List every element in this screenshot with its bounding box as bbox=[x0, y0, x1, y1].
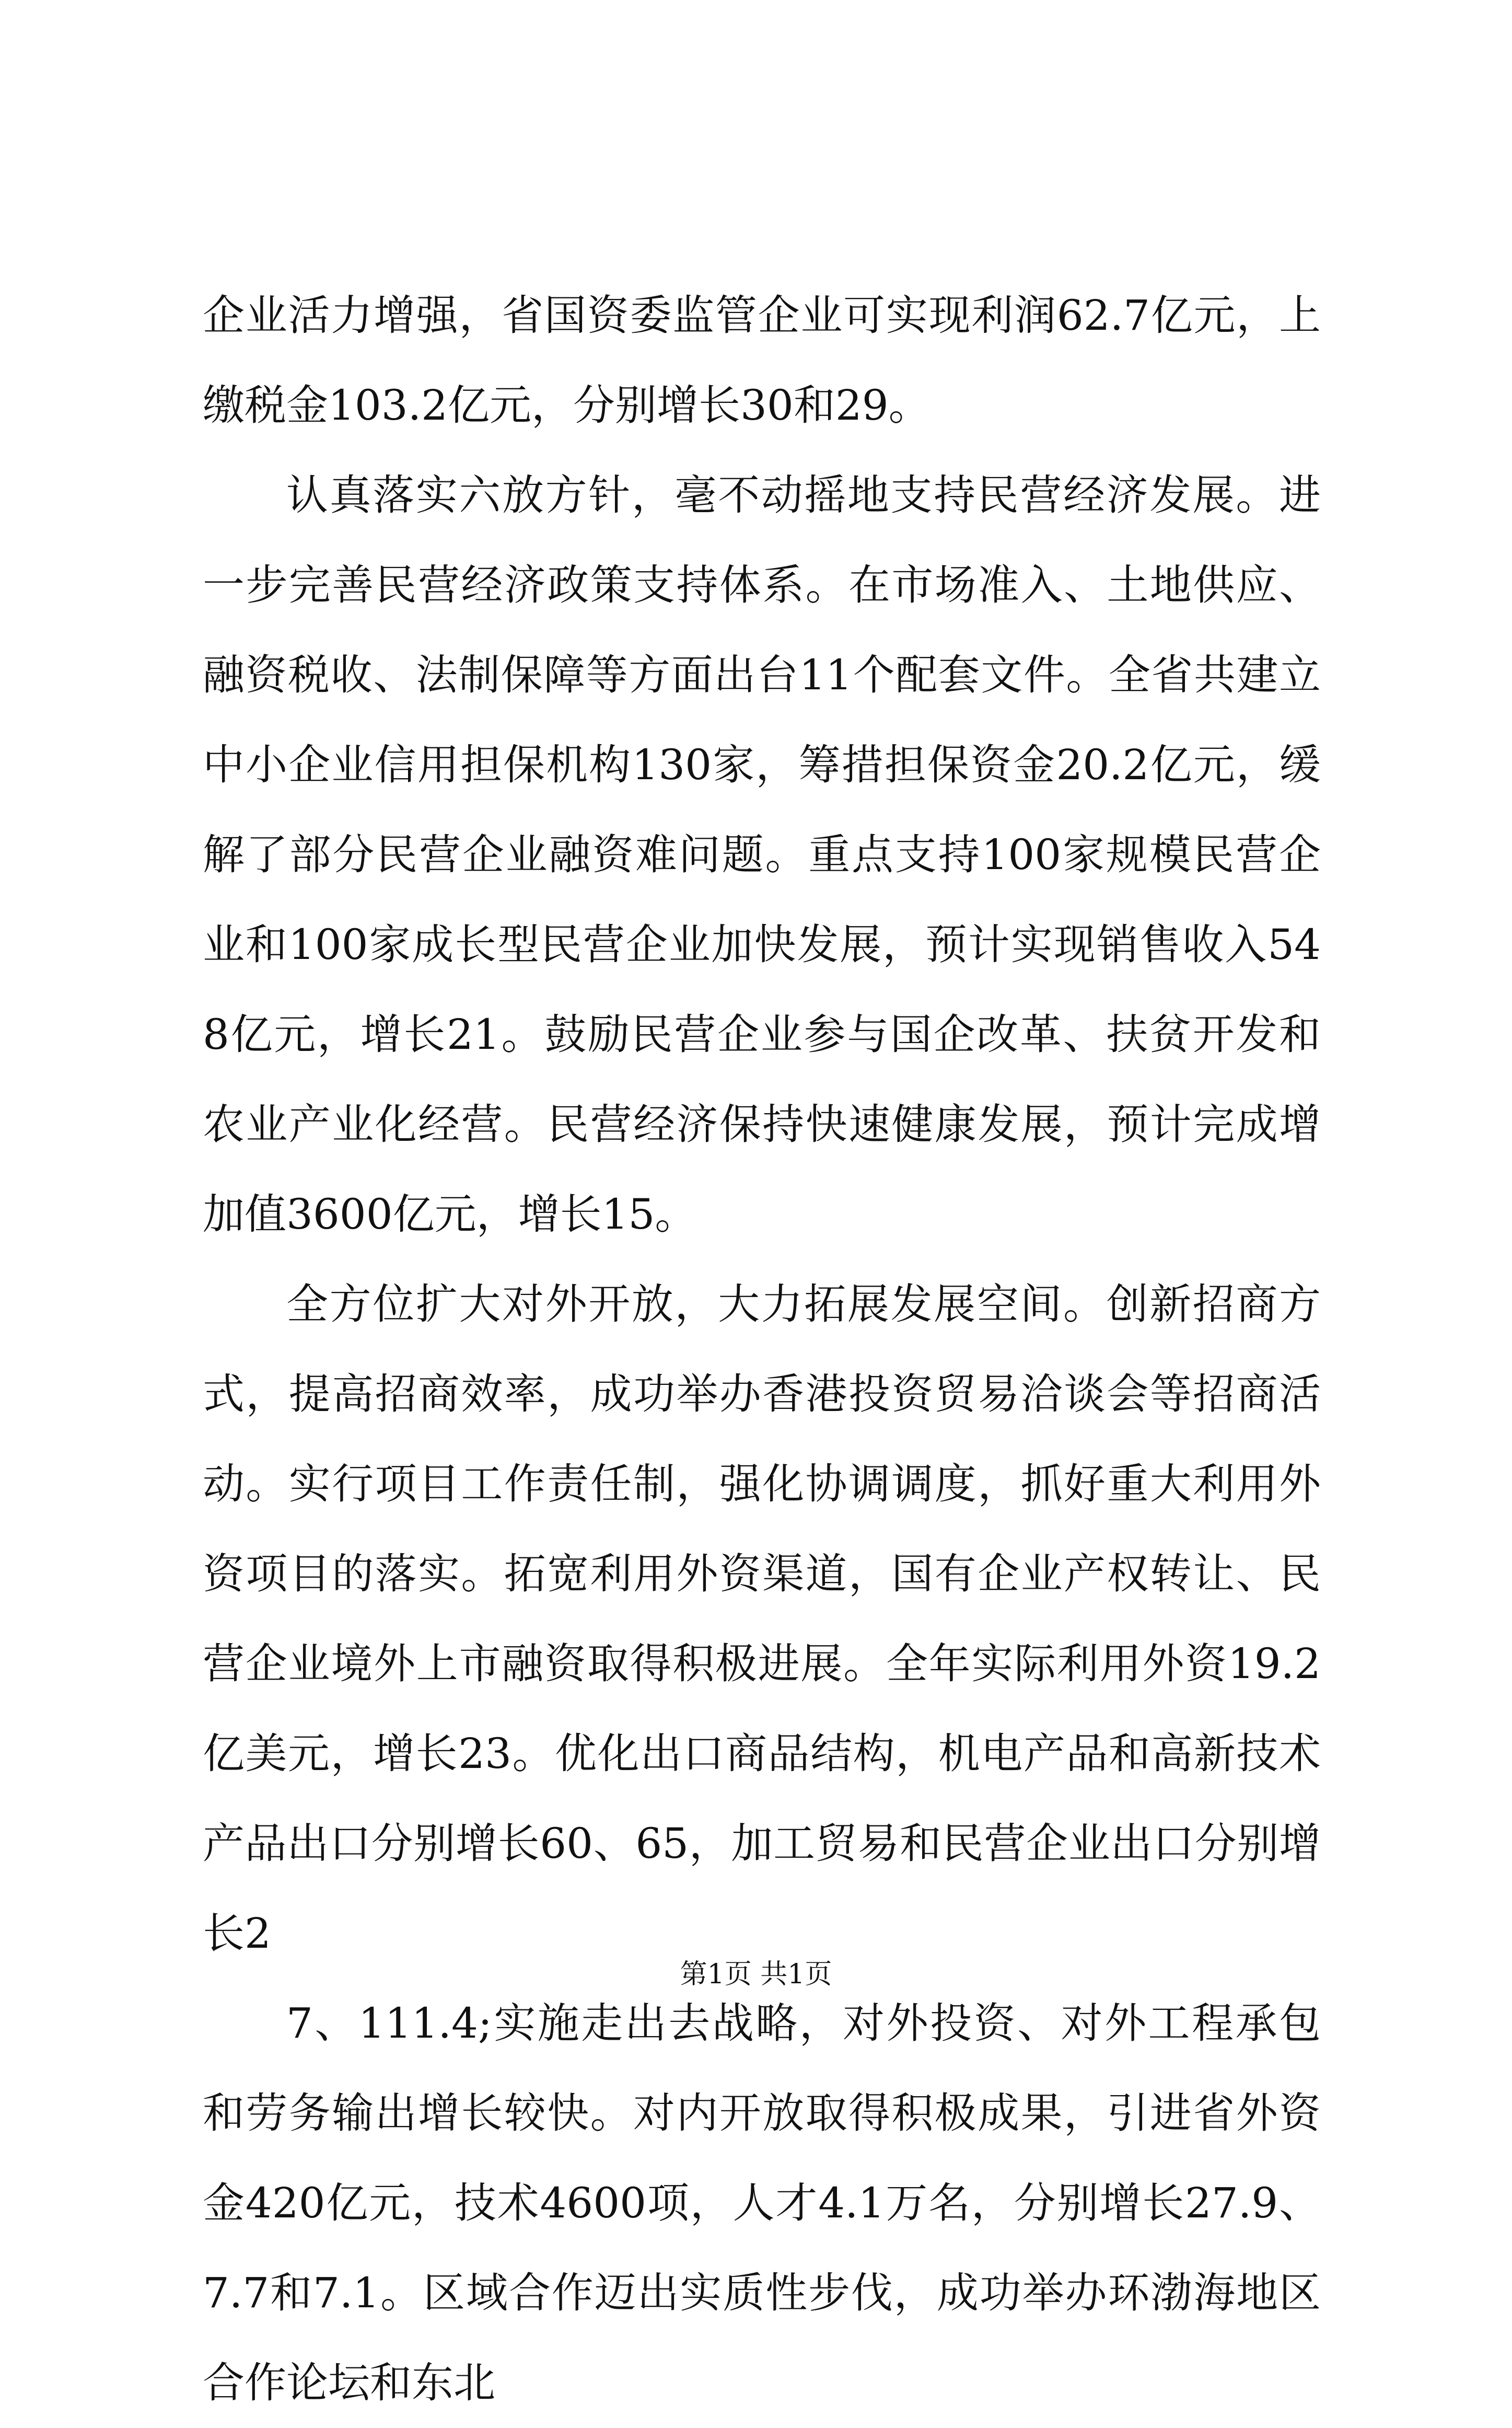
paragraph-4: 7、111.4;实施走出去战略，对外投资、对外工程承包和劳务输出增长较快。对内开放取得积极成果，引进省外资金420亿元，技术4600项，人才4.1万名，分别增长27.9、7.7和7.1。区域合作迈出实质性步伐，成功举办环渤海地区合作论坛和东北 bbox=[203, 1999, 1321, 2407]
page-number-footer: 第1页 共1页 bbox=[680, 1959, 832, 1990]
paragraph-1: 企业活力增强，省国资委监管企业可实现利润62.7亿元，上缴税金103.2亿元，分别增长30和29。 bbox=[203, 291, 1321, 430]
document-body bbox=[203, 271, 1321, 2428]
paragraph-2: 认真落实六放方针，毫不动摇地支持民营经济发展。进一步完善民营经济政策支持体系。在市场准入、土地供应、融资税收、法制保障等方面出台11个配套文件。全省共建立中小企业信用担保机构130家，筹措担保资金20.2亿元，缓解了部分民营企业融资难问题。重点支持100家规模民营企业和100家成长型民营企业加快发展，预计实现销售收入548亿元，增长21。鼓励民营企业参与国企改革、扶贫开发和农业产业化经营。民营经济保持快速健康发展，预计完成增加值3600亿元，增长15。 bbox=[203, 471, 1321, 1239]
paragraph-3: 全方位扩大对外开放，大力拓展发展空间。创新招商方式，提高招商效率，成功举办香港投资贸易洽谈会等招商活动。实行项目工作责任制，强化协调调度，抓好重大利用外资项目的落实。拓宽利用外资渠道，国有企业产权转让、民营企业境外上市融资取得积极进展。全年实际利用外资19.2亿美元，增长23。优化出口商品结构，机电产品和高新技术产品出口分别增长60、65，加工贸易和民营企业出口分别增长2 bbox=[203, 1280, 1321, 1958]
